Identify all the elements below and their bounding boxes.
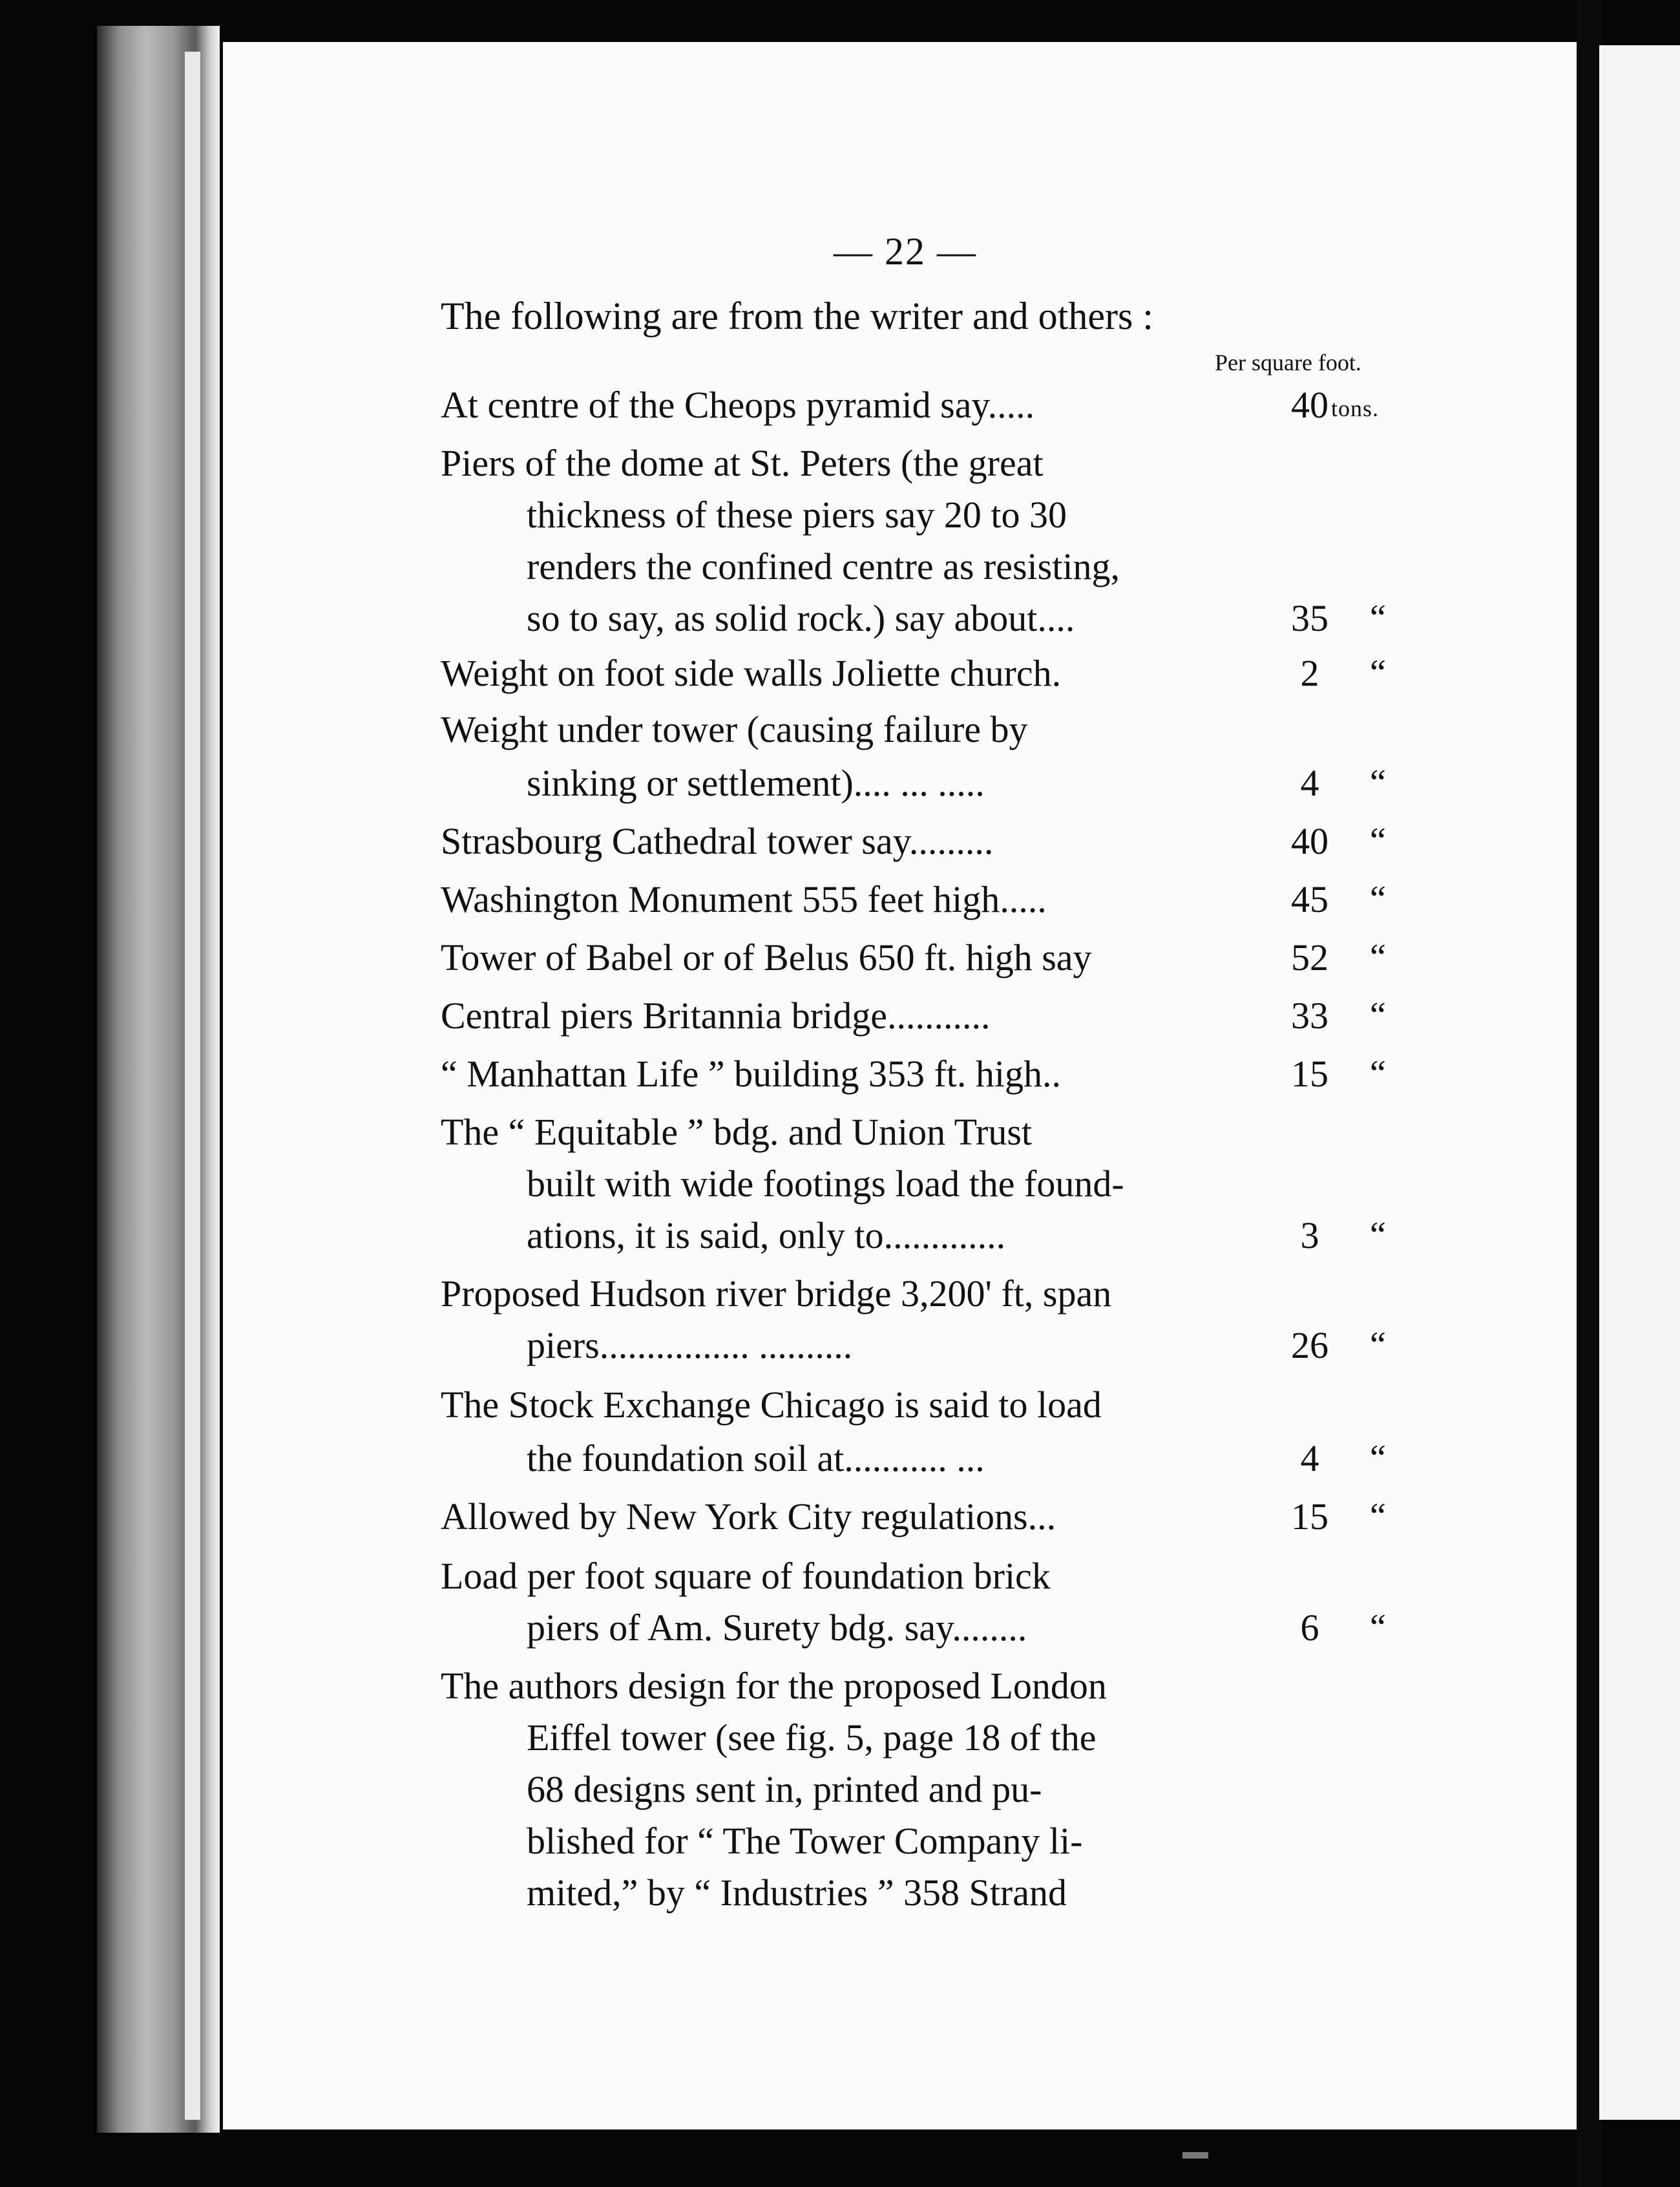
ditto-mark: “ [1370, 1325, 1386, 1365]
entry-line: Weight under tower (causing failure by [441, 708, 1028, 750]
entry-line: Piers of the dome at St. Peters (the great [441, 442, 1044, 484]
entry-line: Weight on foot side walls Joliette church. [441, 652, 1062, 694]
entry-value: 26 [1291, 1324, 1328, 1366]
ditto-mark: “ [1370, 1496, 1386, 1536]
entry-line: piers of Am. Surety bdg. say........ [527, 1607, 1027, 1649]
entry-value: 45 [1291, 878, 1328, 920]
entry-value: 4 [1300, 1437, 1319, 1479]
entry-line: The Stock Exchange Chicago is said to load [441, 1384, 1102, 1426]
book-spine-edge [97, 26, 220, 2133]
entry-line: Proposed Hudson river bridge 3,200' ft, span [441, 1273, 1112, 1315]
facing-page-edge [1599, 45, 1680, 2120]
entry-line: mited,” by “ Industries ” 358 Strand [527, 1872, 1067, 1914]
column-header: Per square foot. [1215, 350, 1361, 375]
entry-value: 4 [1300, 762, 1319, 804]
entry-line: the foundation soil at........... ... [527, 1437, 985, 1479]
entry-value: 35 [1291, 597, 1328, 639]
page-number: — 22 — [834, 230, 977, 273]
entry-line: 68 designs sent in, printed and pu- [527, 1768, 1042, 1810]
entry-line: sinking or settlement).... ... ..... [527, 762, 985, 804]
book-gutter [1577, 0, 1602, 2187]
entry-line: At centre of the Cheops pyramid say..... [441, 384, 1035, 426]
ditto-mark: “ [1370, 1438, 1386, 1478]
entry-value: 15 [1291, 1053, 1328, 1095]
ditto-mark: “ [1370, 1215, 1386, 1255]
ditto-mark: “ [1370, 653, 1386, 693]
entry-unit: tons. [1331, 396, 1380, 421]
entry-value: 52 [1291, 936, 1328, 978]
entry-line: Tower of Babel or of Belus 650 ft. high say [441, 936, 1092, 978]
entry-line: thickness of these piers say 20 to 30 [527, 494, 1067, 536]
ditto-mark: “ [1370, 598, 1386, 638]
entry-line: Allowed by New York City regulations... [441, 1495, 1056, 1537]
ditto-mark: “ [1370, 1053, 1386, 1094]
ditto-mark: “ [1370, 879, 1386, 919]
entry-line: “ Manhattan Life ” building 353 ft. high.. [441, 1053, 1062, 1095]
entry-line: Washington Monument 555 feet high..... [441, 878, 1047, 920]
entry-line: built with wide footings load the found- [527, 1163, 1124, 1205]
entry-value: 15 [1291, 1495, 1328, 1537]
entry-line: The “ Equitable ” bdg. and Union Trust [441, 1111, 1033, 1153]
entry-value: 40 [1291, 384, 1328, 426]
page-stack-edge [185, 52, 200, 2120]
entry-line: renders the confined centre as resisting, [527, 545, 1120, 587]
ditto-mark: “ [1370, 995, 1386, 1035]
ditto-mark: “ [1370, 763, 1386, 803]
entry-value: 6 [1300, 1607, 1319, 1649]
entry-line: Load per foot square of foundation brick [441, 1555, 1051, 1597]
entry-line: piers................ .......... [527, 1324, 853, 1366]
entry-line: Strasbourg Cathedral tower say......... [441, 820, 994, 862]
entry-value: 40 [1291, 820, 1328, 862]
entry-line: ations, it is said, only to............. [527, 1214, 1006, 1256]
entry-line: Eiffel tower (see fig. 5, page 18 of the [527, 1717, 1097, 1759]
entry-value: 3 [1300, 1214, 1319, 1256]
ditto-mark: “ [1370, 937, 1386, 977]
entry-line: blished for “ The Tower Company li- [527, 1820, 1083, 1862]
entry-line: so to say, as solid rock.) say about.... [527, 597, 1075, 639]
entry-line: Central piers Britannia bridge........... [441, 995, 991, 1037]
entry-value: 2 [1300, 652, 1319, 694]
entry-line: The authors design for the proposed London [441, 1665, 1107, 1707]
ditto-mark: “ [1370, 821, 1386, 861]
intro-text: The following are from the writer and others : [441, 295, 1153, 337]
scan-artifact [1182, 2152, 1208, 2159]
entry-value: 33 [1291, 995, 1328, 1037]
ditto-mark: “ [1370, 1607, 1386, 1647]
